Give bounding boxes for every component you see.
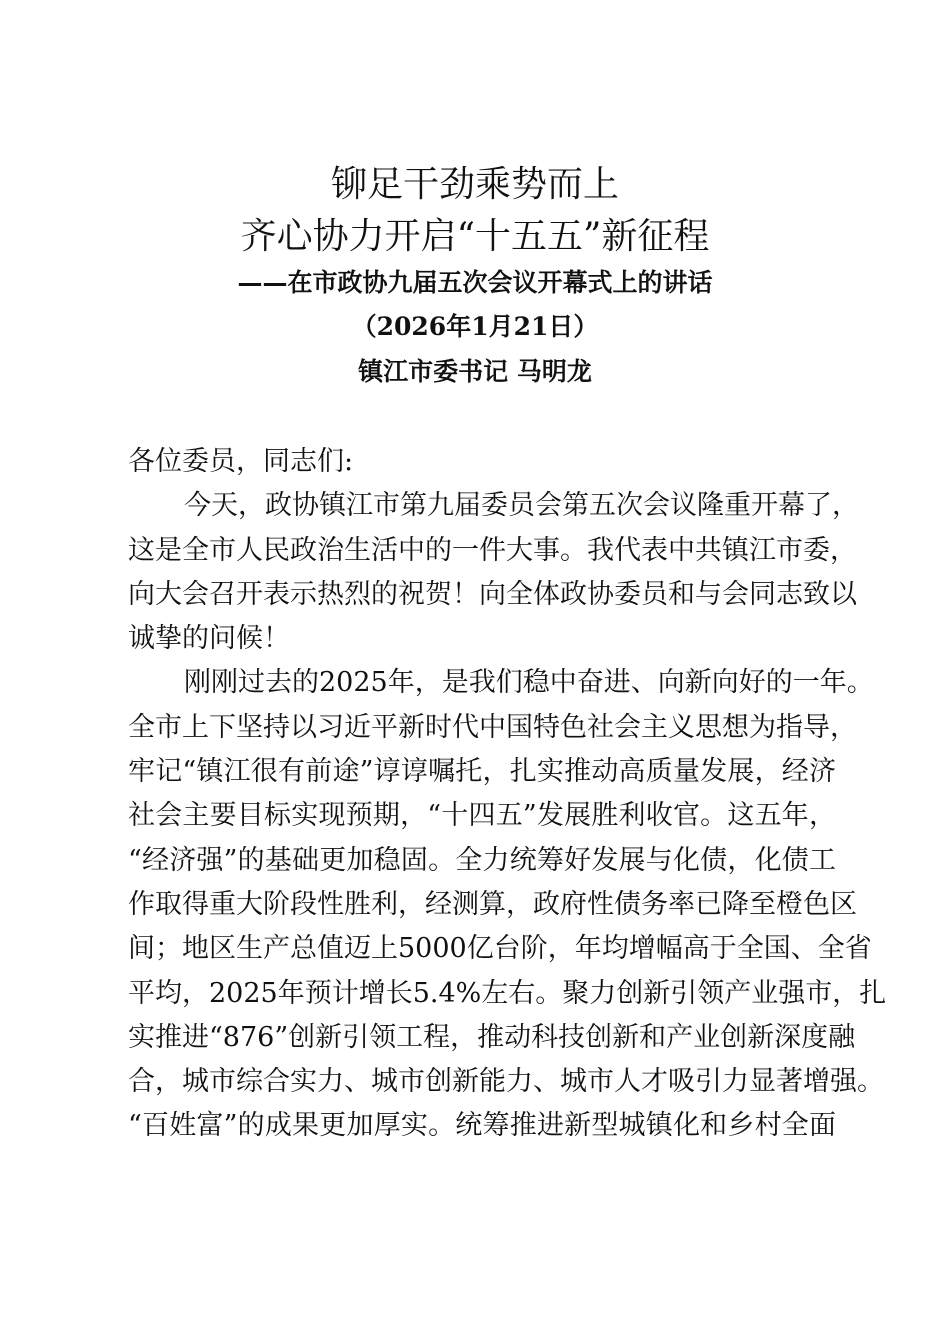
- author: 镇江市委书记 马明龙: [358, 357, 592, 386]
- body-line: 实推进“876”创新引领工程，推动科技创新和产业创新深度融: [128, 1021, 856, 1053]
- body-line: 刚刚过去的2025年，是我们稳中奋进、向新向好的一年。: [184, 667, 874, 699]
- body-line: 间；地区生产总值迈上5000亿台阶，年均增幅高于全国、全省: [128, 933, 872, 965]
- body-line: 诚挚的问候！: [128, 623, 290, 655]
- body-line: 作取得重大阶段性胜利，经测算，政府性债务率已降至橙色区: [128, 888, 857, 920]
- title-line-1: 铆足干劲乘势而上: [330, 164, 619, 205]
- body-line: 合，城市综合实力、城市创新能力、城市人才吸引力显著增强。: [128, 1066, 884, 1098]
- salutation: 各位委员，同志们:: [128, 446, 354, 477]
- body-line: 牢记“镇江很有前途”谆谆嘱托，扎实推动高质量发展，经济: [128, 756, 836, 788]
- body-line: 这是全市人民政治生活中的一件大事。我代表中共镇江市委，: [128, 534, 857, 566]
- body-line: 社会主要目标实现预期，“十四五”发展胜利收官。这五年，: [128, 800, 836, 832]
- body-line: 全市上下坚持以习近平新时代中国特色社会主义思想为指导，: [128, 711, 857, 743]
- title-line-2: 齐心协力开启“十五五”新征程: [240, 216, 710, 257]
- body-line: “经济强”的基础更加稳固。全力统筹好发展与化债，化债工: [128, 844, 836, 876]
- body-line: 平均，2025年预计增长5.4%左右。聚力创新引领产业强市，扎: [128, 977, 887, 1009]
- body-line: “百姓富”的成果更加厚实。统筹推进新型城镇化和乡村全面: [128, 1110, 836, 1142]
- speech-body: [128, 440, 887, 1149]
- body-line: 向大会召开表示热烈的祝贺！向全体政协委员和与会同志致以: [128, 578, 857, 610]
- subtitle: ——在市政协九届五次会议开幕式上的讲话: [237, 268, 713, 297]
- speech-date: （2026年1月21日）: [351, 312, 599, 341]
- body-line: 今天，政协镇江市第九届委员会第五次会议隆重开幕了，: [184, 490, 859, 522]
